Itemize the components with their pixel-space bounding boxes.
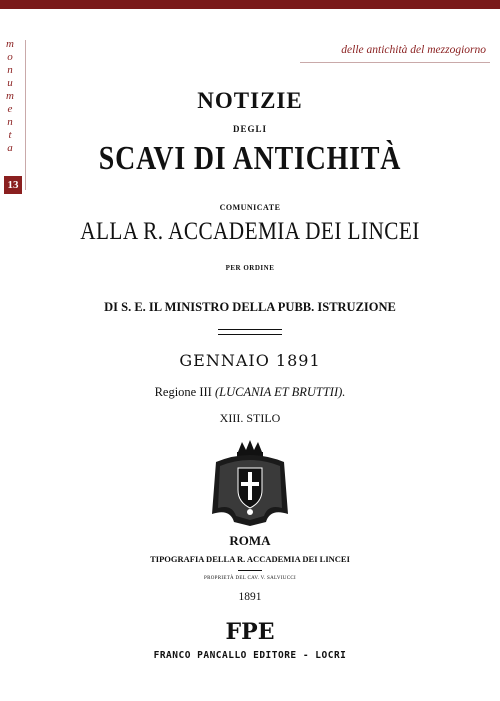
series-number-badge: 13 <box>4 176 22 194</box>
series-letter: t <box>8 129 12 141</box>
title-line-scavi: SCAVI DI ANTICHITÀ <box>98 140 402 177</box>
imprint-printer: TIPOGRAFIA DELLA R. ACCADEMIA DEI LINCEI <box>150 554 350 564</box>
collection-divider <box>300 62 490 63</box>
issue-month: GENNAIO 1891 <box>179 351 321 370</box>
region-name: (LUCANIA ET BRUTTII). <box>214 385 346 399</box>
royal-crest-icon <box>208 438 292 528</box>
top-decorative-rule <box>0 0 500 9</box>
series-letter: e <box>7 103 13 115</box>
imprint-year: 1891 <box>238 591 262 603</box>
series-letter: m <box>6 90 14 102</box>
collection-title: delle antichità del mezzogiorno <box>341 44 486 56</box>
series-letter: u <box>7 77 13 89</box>
section-title: XIII. STILO <box>219 411 281 425</box>
imprint-property: PROPRIETÀ DEL CAV. V. SALVIUCCI <box>204 576 296 581</box>
region-prefix: Regione III <box>154 385 212 399</box>
imprint-divider <box>238 570 262 571</box>
title-line-comunicate: COMUNICATE <box>219 203 281 212</box>
series-letter: n <box>7 116 13 128</box>
publisher-logo-icon <box>226 615 274 645</box>
series-letter: a <box>7 142 13 154</box>
series-divider <box>25 40 26 190</box>
title-line-notizie: NOTIZIE <box>197 88 303 113</box>
publisher-logo-text: FPE <box>226 619 274 645</box>
double-rule-divider <box>218 329 282 335</box>
series-letter: m <box>6 38 14 50</box>
title-line-ministro: DI S. E. IL MINISTRO DELLA PUBB. ISTRUZIONE <box>104 300 396 314</box>
publisher-name: FRANCO PANCALLO EDITORE - LOCRI <box>153 650 347 661</box>
title-line-per-ordine: PER ORDINE <box>225 264 275 272</box>
series-letter: n <box>7 64 13 76</box>
region-line <box>0 385 500 400</box>
title-line-accademia: ALLA R. ACCADEMIA DEI LINCEI <box>80 218 420 245</box>
imprint-city: ROMA <box>229 533 271 548</box>
series-letter: o <box>7 51 13 63</box>
title-line-degli: DEGLI <box>232 124 267 134</box>
